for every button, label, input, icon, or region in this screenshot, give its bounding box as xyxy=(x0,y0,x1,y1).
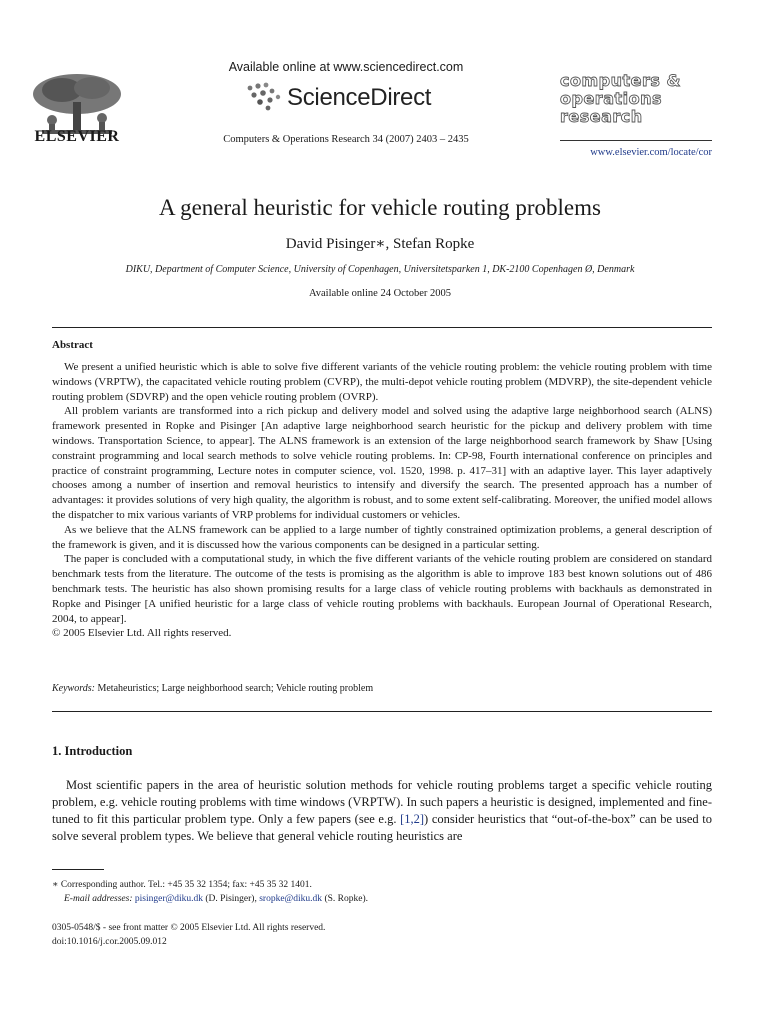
journal-url-link[interactable]: www.elsevier.com/locate/cor xyxy=(590,147,712,158)
journal-title-line: operations xyxy=(560,89,663,108)
doi-line: doi:10.1016/j.cor.2005.09.012 xyxy=(52,937,167,947)
intro-paragraph xyxy=(52,777,712,845)
footnote-emails xyxy=(52,892,712,906)
keywords-label: Keywords: xyxy=(52,683,95,694)
author-affiliation: DIKU, Department of Computer Science, University of Copenhagen, Universitetsparken 1, DK-2100 Copenhagen Ø, Denmark xyxy=(125,264,635,275)
sciencedirect-dots-icon xyxy=(244,80,284,112)
journal-title-line: computers & xyxy=(560,71,681,90)
footnote xyxy=(52,878,712,906)
email-link-ropke[interactable]: sropke@diku.dk xyxy=(259,894,323,904)
abstract-paragraph: As we believe that the ALNS framework can be applied to a large number of tightly constrained optimization problems, a general description of the framework is given, and it is discussed how the various components can be designed in a particular setting. xyxy=(52,523,712,551)
footnote-rule xyxy=(52,869,104,870)
email-label: E-mail addresses: xyxy=(64,894,133,904)
keywords xyxy=(52,683,712,694)
abstract-paragraph: All problem variants are transformed into a rich pickup and delivery model and solved using the adaptive large neighborhood search (ALNS) framework presented in Ropke and Pisinger [An adaptive large neighborhood search heuristic for the pickup and delivery problem with time windows. Transportation Science, to appear]. The ALNS framework is an extension of the large neighborhood search framework by Shaw [Using constraint programming and local search methods to solve vehicle routing problems. In: CP-98, Fourth international conference on principles and practice of constraint programming, Lecture notes in computer science, vol. 1520, 1998. p. 417–31] with an adaptive layer. This layer adaptively chooses among a number of insertion and removal heuristics to intensify and diversify the search. The presented approach has a number of advantages: it provides solutions of very high quality, the algorithm is robust, and to some extent self-calibrating. Moreover, the unified model allows the dispatcher to mix various variants of VRP problems for individual customers or vehicles. xyxy=(52,405,712,521)
email-owner: (S. Ropke). xyxy=(324,894,368,904)
journal-reference: Computers & Operations Research 34 (2007) 2403 – 2435 xyxy=(223,134,469,145)
available-date: Available online 24 October 2005 xyxy=(308,288,452,299)
abstract-paragraph: The paper is concluded with a computational study, in which the five different variants of the vehicle routing problem are considered on standard benchmark tests from the literature. The outcome of the tests is promising as the algorithm is able to improve 183 best known solutions out of 486 benchmark tests. The heuristic has also shown promising results for a large class of vehicle routing problems with backhauls as demonstrated in Ropke and Pisinger [A unified heuristic for a large class of vehicle routing problems with backhauls. European Journal of Operational Research, 2004, to appear]. xyxy=(52,553,712,625)
article-title: A general heuristic for vehicle routing problems xyxy=(159,195,601,220)
intro-text: Most scientific papers in the area of heuristic solution methods for vehicle routing problems target a specific vehicle routing problem, e.g. vehicle routing problems with time windows (VRPTW). In such papers a heuristic is designed, implemented and fine-tuned to fit this particular problem type. Only a few papers (see e.g. xyxy=(52,778,712,826)
email-owner: (D. Pisinger), xyxy=(205,894,257,904)
journal-title-line: research xyxy=(560,107,643,126)
section-heading-introduction: 1. Introduction xyxy=(52,744,133,758)
introduction-body xyxy=(52,777,712,845)
front-matter xyxy=(52,921,712,949)
available-online-link[interactable]: Available online at www.sciencedirect.com xyxy=(228,60,464,74)
footnote-corresponding: ∗ Corresponding author. Tel.: +45 35 32 1354; fax: +45 35 32 1401. xyxy=(52,880,312,890)
abstract-body xyxy=(52,360,712,641)
issn-line: 0305-0548/$ - see front matter © 2005 Elsevier Ltd. All rights reserved. xyxy=(52,923,326,933)
intro-text: ) consider heuristics that “out-of-the-box” can be used to solve several problem types. We believe that general vehicle routing heuristics are xyxy=(52,812,712,843)
journal-title-logo xyxy=(560,72,730,126)
header-divider xyxy=(560,140,712,141)
abstract-paragraph: We present a unified heuristic which is able to solve five different variants of the vehicle routing problem: the vehicle routing problem with time windows (VRPTW), the capacitated vehicle routing problem (CVRP), the multi-depot vehicle routing problem (MDVRP), the site-dependent vehicle routing problem (SDVRP) and the open vehicle routing problem (OVRP). xyxy=(52,361,712,403)
abstract-top-rule xyxy=(52,327,712,328)
citation-link[interactable]: [1,2] xyxy=(400,812,425,826)
article-authors: David Pisinger∗, Stefan Ropke xyxy=(285,236,475,252)
sciencedirect-logo: ScienceDirect xyxy=(287,84,432,111)
email-link-pisinger[interactable]: pisinger@diku.dk xyxy=(134,894,204,904)
abstract-copyright: © 2005 Elsevier Ltd. All rights reserved. xyxy=(52,627,232,640)
abstract-heading: Abstract xyxy=(52,339,93,351)
keywords-text: Metaheuristics; Large neighborhood search; Vehicle routing problem xyxy=(97,683,374,694)
abstract-bottom-rule xyxy=(52,711,712,712)
publisher-name: ELSEVIER xyxy=(34,128,120,145)
